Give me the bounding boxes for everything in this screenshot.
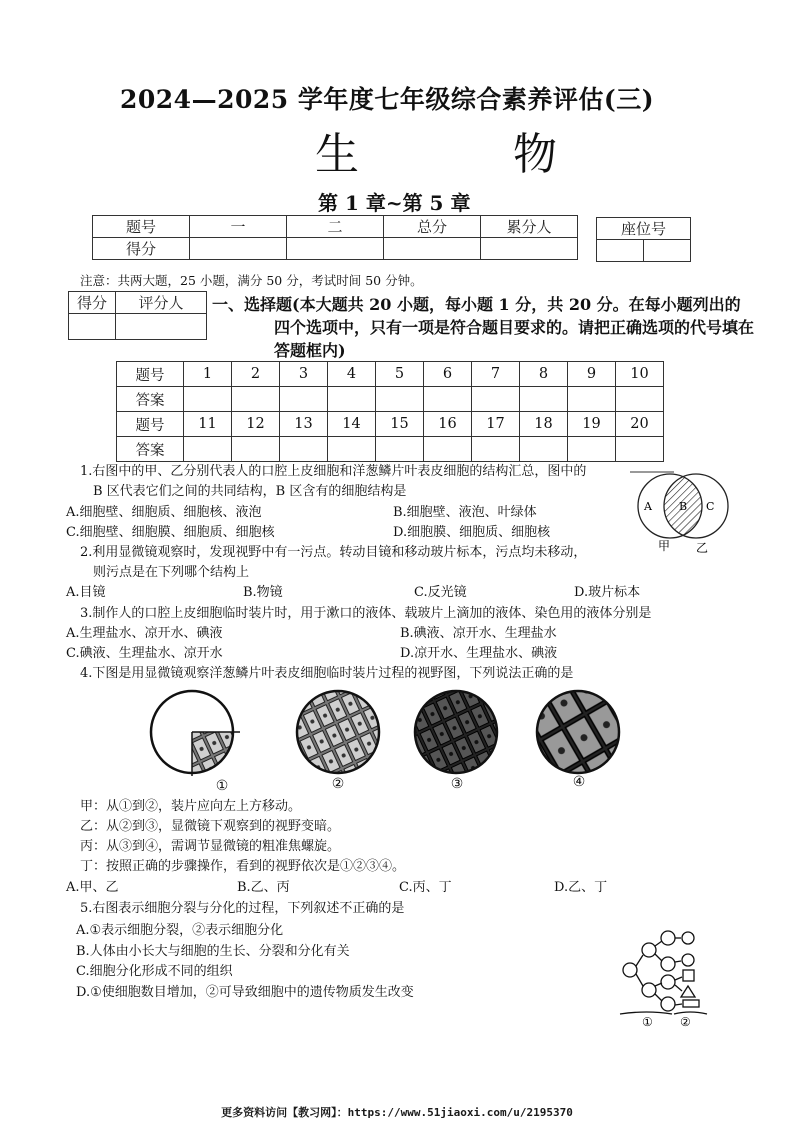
venn-label-b: B: [679, 500, 688, 513]
question-number: 9: [568, 362, 616, 387]
question-number: 5: [376, 362, 424, 387]
question-number: 6: [424, 362, 472, 387]
view-caption-1: ①: [215, 778, 229, 794]
cell-division-diagram: [612, 920, 722, 1032]
question-number: 19: [568, 412, 616, 437]
question-number: 16: [424, 412, 472, 437]
venn-label-c: C: [706, 500, 715, 513]
question-number: 20: [616, 412, 664, 437]
q3-option-b: B.碘液、凉开水、生理盐水: [400, 626, 557, 641]
q4-statement-jia: 甲：从①到②，装片应向左上方移动。: [80, 799, 302, 814]
view-caption-4: ④: [572, 774, 586, 790]
q2-stem-line2: 则污点是在下列哪个结构上: [93, 565, 250, 580]
section-one-line3: 答题框内): [274, 341, 346, 360]
grader-box: [68, 291, 207, 340]
score-cell[interactable]: [481, 238, 578, 260]
q4-statement-bing: 丙：从③到④，需调节显微镜的粗准焦螺旋。: [80, 839, 341, 854]
question-number: 8: [520, 362, 568, 387]
score-header: 累分人: [481, 216, 578, 238]
score-header: 一: [190, 216, 287, 238]
answer-cell[interactable]: [184, 437, 232, 462]
exam-title: 2024—2025 学年度七年级综合素养评估(三): [120, 85, 655, 114]
answer-row-label: 答案: [117, 437, 184, 462]
view-3: [415, 691, 497, 773]
answer-cell[interactable]: [616, 437, 664, 462]
answer-cell[interactable]: [184, 387, 232, 412]
view-4: [537, 691, 619, 773]
question-number: 14: [328, 412, 376, 437]
q2-stem-line1: 2.利用显微镜观察时，发现视野中有一污点。转动目镜和移动玻片标本，污点均未移动，: [80, 545, 587, 560]
q4-option-c: C.丙、丁: [399, 880, 452, 895]
chapter-range: 第 1 章~第 5 章: [318, 191, 471, 215]
question-number: 4: [328, 362, 376, 387]
score-row-label: 得分: [93, 238, 190, 260]
answer-cell[interactable]: [568, 387, 616, 412]
q2-option-d: D.玻片标本: [574, 585, 641, 600]
q1-option-c: C.细胞壁、细胞膜、细胞质、细胞核: [66, 525, 275, 540]
grader-score-cell[interactable]: [69, 314, 116, 340]
q5-option-b: B.人体由小长大与细胞的生长、分裂和分化有关: [76, 944, 350, 959]
subject-title: 生 物: [315, 129, 627, 180]
q3-option-a: A.生理盐水、凉开水、碘液: [66, 626, 223, 641]
q2-option-c: C.反光镜: [414, 585, 467, 600]
question-number: 17: [472, 412, 520, 437]
answer-cell[interactable]: [424, 387, 472, 412]
q1-option-d: D.细胞膜、细胞质、细胞核: [393, 525, 551, 540]
division-label-2: ②: [680, 1015, 691, 1029]
q1-option-a: A.细胞壁、细胞质、细胞核、液泡: [66, 505, 262, 520]
q3-option-c: C.碘液、生理盐水、凉开水: [66, 646, 223, 661]
question-number: 15: [376, 412, 424, 437]
seat-label: 座位号: [597, 218, 691, 240]
question-number: 2: [232, 362, 280, 387]
question-number: 3: [280, 362, 328, 387]
q4-option-a: A.甲、乙: [66, 880, 119, 895]
answer-cell[interactable]: [616, 387, 664, 412]
answer-cell[interactable]: [328, 437, 376, 462]
question-number: 1: [184, 362, 232, 387]
q4-stem: 4.下图是用显微镜观察洋葱鳞片叶表皮细胞临时装片过程的视野图，下列说法正确的是: [80, 666, 574, 681]
view-1: [151, 691, 240, 777]
answer-cell[interactable]: [232, 387, 280, 412]
q1-option-b: B.细胞壁、液泡、叶绿体: [393, 505, 537, 520]
q3-option-d: D.凉开水、生理盐水、碘液: [400, 646, 558, 661]
section-one-heading: [212, 293, 755, 362]
venn-label-a: A: [644, 500, 652, 513]
view-caption-3: ③: [450, 776, 464, 792]
venn-label-jia: 甲: [658, 539, 671, 553]
seat-cell[interactable]: [597, 240, 644, 262]
q4-option-d: D.乙、丁: [554, 880, 608, 895]
grader-score-label: 得分: [69, 292, 116, 314]
question-number: 10: [616, 362, 664, 387]
grader-name-label: 评分人: [116, 292, 207, 314]
view-2: [297, 691, 379, 773]
question-number: 13: [280, 412, 328, 437]
q2-option-b: B.物镜: [243, 585, 283, 600]
score-cell[interactable]: [287, 238, 384, 260]
answer-row-label: 题号: [117, 412, 184, 437]
microscope-view-figures: [150, 688, 650, 783]
venn-label-yi: 乙: [696, 541, 709, 555]
q5-stem: 5.右图表示细胞分裂与分化的过程，下列叙述不正确的是: [80, 901, 405, 916]
view-caption-2: ②: [331, 776, 345, 792]
section-one-line2: 四个选项中，只有一项是符合题目要求的。请把正确选项的代号填在: [274, 318, 755, 337]
score-header: 二: [287, 216, 384, 238]
answer-cell[interactable]: [520, 437, 568, 462]
q1-stem-line1: 1.右图中的甲、乙分别代表人的口腔上皮细胞和洋葱鳞片叶表皮细胞的结构汇总，图中的: [80, 464, 587, 479]
grader-name-cell[interactable]: [116, 314, 207, 340]
q3-stem: 3.制作人的口腔上皮细胞临时装片时，用于漱口的液体、载玻片上滴加的液体、染色用的液体分别是: [80, 606, 652, 621]
q5-option-a: A.①表示细胞分裂，②表示细胞分化: [76, 923, 284, 938]
answer-row-label: 答案: [117, 387, 184, 412]
answer-cell[interactable]: [424, 437, 472, 462]
score-header: 总分: [384, 216, 481, 238]
question-number: 18: [520, 412, 568, 437]
q4-statement-yi: 乙：从②到③，显微镜下观察到的视野变暗。: [80, 819, 341, 834]
answer-row-label: 题号: [117, 362, 184, 387]
question-number: 11: [184, 412, 232, 437]
q5-option-c: C.细胞分化形成不同的组织: [76, 964, 233, 979]
answer-cell[interactable]: [376, 437, 424, 462]
q5-option-d: D.①使细胞数目增加，②可导致细胞中的遗传物质发生改变: [76, 985, 414, 1000]
q4-statement-ding: 丁：按照正确的步骤操作，看到的视野依次是①②③④。: [80, 859, 406, 874]
answer-cell[interactable]: [328, 387, 376, 412]
venn-diagram: [630, 468, 730, 558]
exam-note: 注意：共两大题，25 小题，满分 50 分，考试时间 50 分钟。: [80, 273, 423, 288]
answer-cell[interactable]: [232, 437, 280, 462]
answer-cell[interactable]: [376, 387, 424, 412]
seat-number-box: [596, 217, 691, 262]
answer-cell[interactable]: [280, 387, 328, 412]
question-number: 7: [472, 362, 520, 387]
score-header: 题号: [93, 216, 190, 238]
score-cell[interactable]: [384, 238, 481, 260]
answer-cell[interactable]: [472, 387, 520, 412]
q2-option-a: A.目镜: [66, 585, 106, 600]
answer-cell[interactable]: [568, 437, 616, 462]
answer-cell[interactable]: [472, 437, 520, 462]
footer-link[interactable]: 更多资料访问【教习网】：https://www.51jiaoxi.com/u/2195370: [221, 1106, 573, 1119]
q1-stem-line2: B 区代表它们之间的共同结构，B 区含有的细胞结构是: [93, 484, 407, 499]
score-table: [92, 215, 578, 260]
answer-table: [116, 361, 664, 462]
division-label-1: ①: [642, 1015, 653, 1029]
answer-cell[interactable]: [520, 387, 568, 412]
q4-option-b: B.乙、丙: [237, 880, 290, 895]
question-number: 12: [232, 412, 280, 437]
section-one-line1: 一、选择题(本大题共 20 小题，每小题 1 分，共 20 分。在每小题列出的: [212, 295, 741, 314]
score-cell[interactable]: [190, 238, 287, 260]
seat-cell[interactable]: [644, 240, 691, 262]
answer-cell[interactable]: [280, 437, 328, 462]
